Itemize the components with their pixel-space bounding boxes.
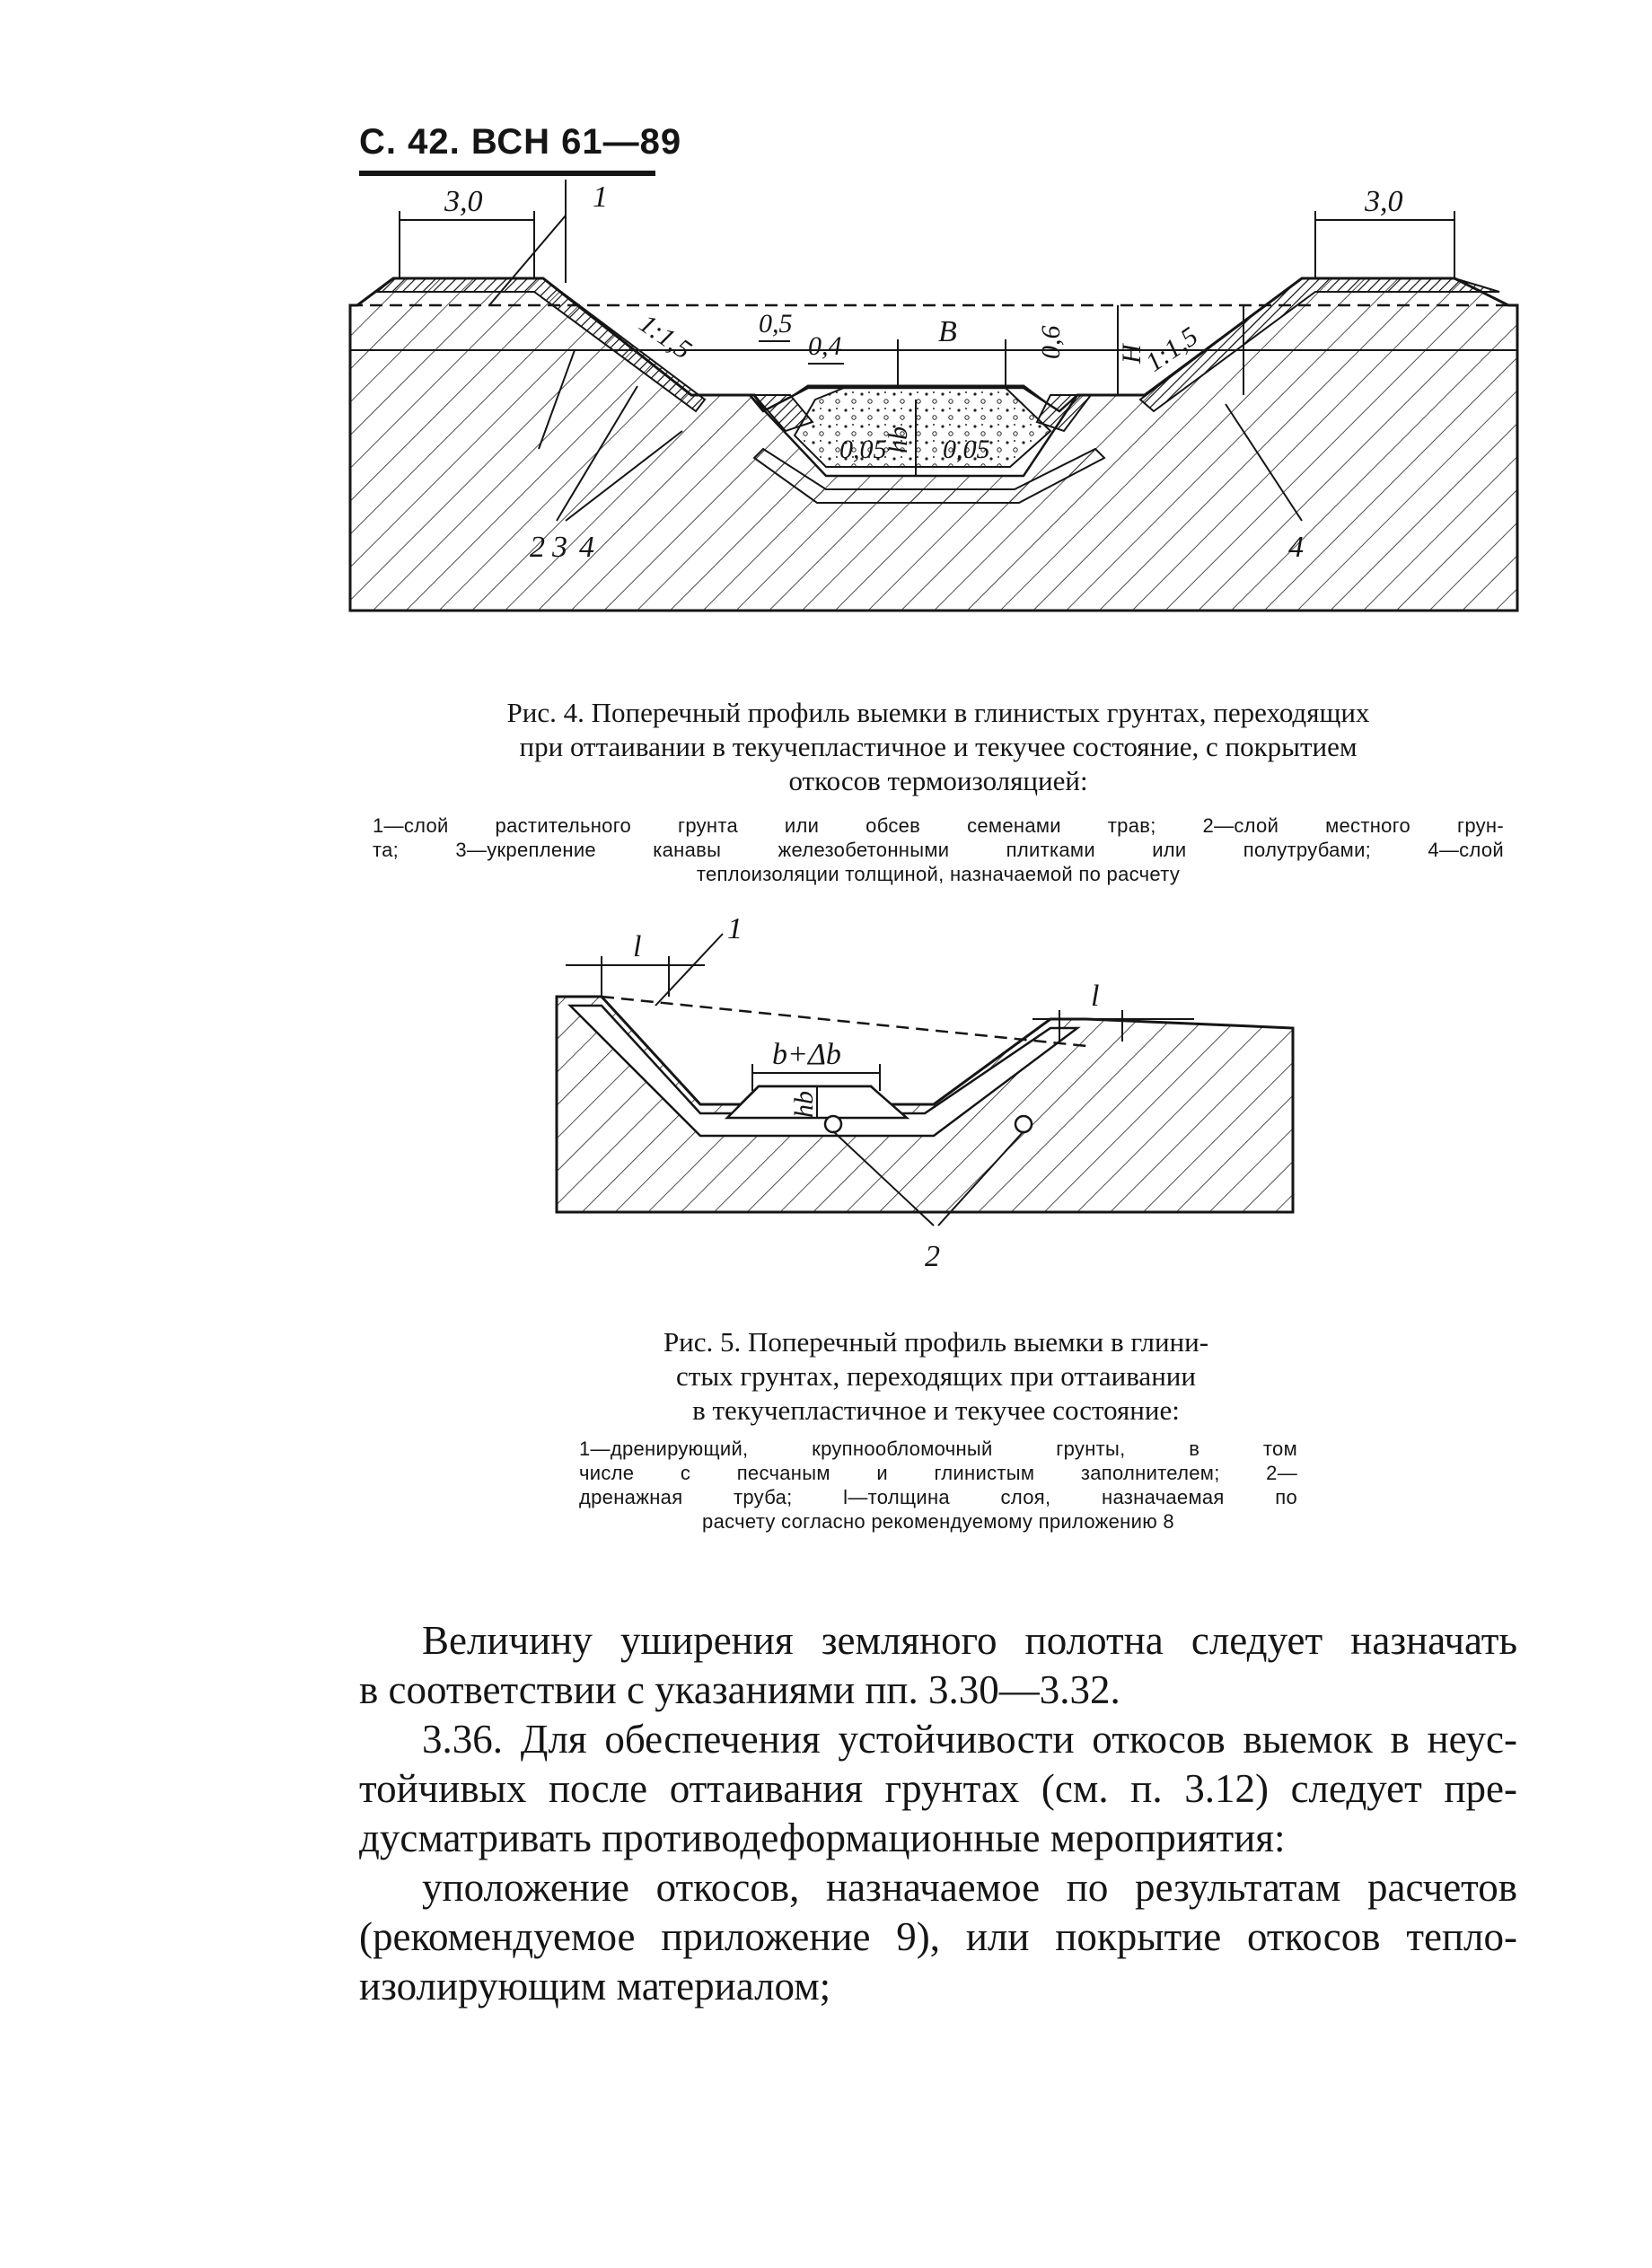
page-header: С. 42. ВСН 61—89 xyxy=(359,122,682,162)
figure-5-legend xyxy=(579,1437,1297,1534)
fig4-dim-06: 0,6 xyxy=(1036,325,1066,359)
figure-4-legend xyxy=(373,813,1504,886)
fig5-dim-l-left: l xyxy=(633,930,642,963)
fig4-ballast xyxy=(795,388,1050,467)
caption-line: стых грунтах, переходящих при оттаивании xyxy=(676,1360,1196,1392)
fig4-callout-2: 2 xyxy=(530,531,545,564)
legend-line: числе с песчаным и глинистым заполнителем; 2— xyxy=(579,1462,1297,1484)
fig5-dim-hb: hb xyxy=(789,1091,819,1118)
legend-line: та; 3—укрепление канавы железобетонными плитками или полутрубами; 4—слой xyxy=(373,839,1504,861)
paragraph-line: тойчивых после оттаивания грунтах (см. п. 3.12) следует пре- xyxy=(359,1766,1517,1811)
header-rule xyxy=(359,171,655,176)
legend-line: теплоизоляции толщиной, назначаемой по расчету xyxy=(696,863,1181,885)
fig4-dim-b: B xyxy=(938,315,957,348)
fig5-ground-line xyxy=(602,997,1086,1046)
figure-5 xyxy=(548,916,1311,1293)
paragraph-line: уположение откосов, назначаемое по результатам расчетов xyxy=(422,1865,1517,1910)
legend-line: 1—дренирующий, крупнообломочный грунты, в том xyxy=(579,1437,1297,1460)
fig4-callout-4-left: 4 xyxy=(579,531,594,564)
fig4-callout-1: 1 xyxy=(593,180,608,214)
paragraph-line: 3.36. Для обеспечения устойчивости откосов выемок в неус- xyxy=(422,1717,1517,1762)
caption-line: в текучепластичное и текучее состояние: xyxy=(692,1394,1180,1426)
paragraph-line: дусматривать противодеформационные мероприятия: xyxy=(359,1815,1286,1860)
legend-line: 1—слой растительного грунта или обсев семенами трав; 2—слой местного грун- xyxy=(373,814,1504,837)
fig4-dim-h: H xyxy=(1117,344,1147,364)
caption-line: Рис. 4. Поперечный профиль выемки в глинистых грунтах, переходящих xyxy=(506,697,1370,728)
figure-5-drawing xyxy=(548,916,1311,1293)
fig5-callout-2: 2 xyxy=(925,1240,940,1273)
fig5-dim-b-db: b+Δb xyxy=(772,1038,841,1071)
fig5-dim-l-right: l xyxy=(1091,980,1100,1013)
figure-4-drawing xyxy=(341,180,1535,646)
legend-line: расчету согласно рекомендуемому приложению 8 xyxy=(702,1510,1174,1533)
fig4-callout-3: 3 xyxy=(552,531,567,564)
figure-5-caption xyxy=(575,1325,1297,1428)
legend-line: дренажная труба; l—толщина слоя, назначаемая по xyxy=(579,1486,1297,1508)
figure-4 xyxy=(341,180,1535,646)
fig4-callout-4-right: 4 xyxy=(1288,531,1304,564)
fig4-slope-left: 1:1,5 xyxy=(633,308,698,365)
fig4-label-top-left: 3,0 xyxy=(444,185,483,218)
fig4-dim-005-left: 0,05 xyxy=(839,435,887,464)
caption-line: откосов термоизоляцией: xyxy=(788,765,1088,796)
fig4-label-top-right: 3,0 xyxy=(1365,185,1403,218)
fig4-dim-005-right: 0,05 xyxy=(943,435,990,464)
fig5-callout-1: 1 xyxy=(727,916,743,945)
paragraph-line: (рекомендуемое приложение 9), или покрытие откосов тепло- xyxy=(359,1914,1517,1959)
caption-line: при оттаивании в текучепластичное и текучее состояние, с покрытием xyxy=(519,731,1358,762)
fig4-dim-05: 0,5 xyxy=(759,309,793,338)
fig5-drain-pipe-left xyxy=(825,1116,841,1132)
paragraph-line: в соответствии с указаниями пп. 3.30—3.32. xyxy=(359,1667,1120,1712)
fig4-slope-right: 1:1,5 xyxy=(1140,321,1204,378)
caption-line: Рис. 5. Поперечный профиль выемки в глини- xyxy=(663,1326,1209,1358)
fig4-dim-04: 0,4 xyxy=(808,331,842,361)
fig4-dim-hb: hb xyxy=(883,426,913,453)
paragraph-line: Величину уширения земляного полотна следует назначать xyxy=(422,1618,1517,1663)
body-text xyxy=(359,1616,1517,2011)
fig5-drain-pipe-right xyxy=(1015,1116,1032,1132)
figure-4-caption xyxy=(359,696,1517,798)
paragraph-line: изолирующим материалом; xyxy=(359,1964,831,2009)
